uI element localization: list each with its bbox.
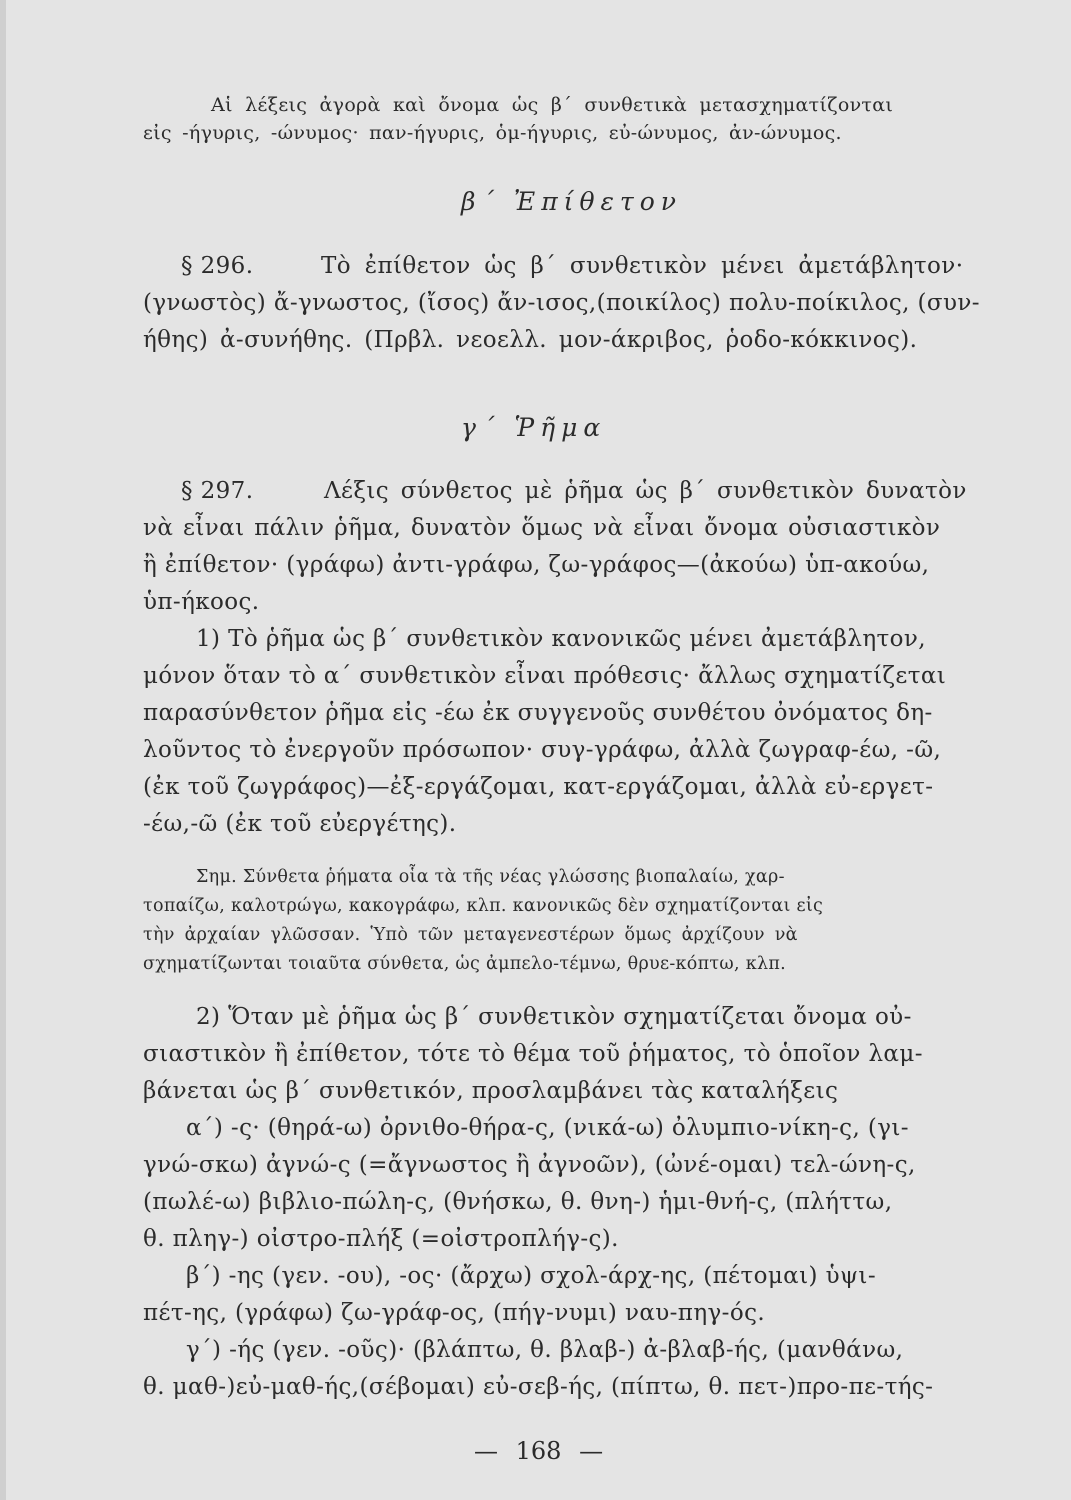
point-2-line-7: θ. πληγ-) οἰστρο-πλήξ (=οἰστροπλήγ-ς).: [143, 1226, 619, 1252]
page-number: — 168 —: [474, 1437, 604, 1465]
section-296-mark: § 296.: [181, 253, 254, 279]
point-2-line-11: θ. μαθ-)εὐ-μαθ-ής,(σέβομαι) εὐ-σεβ-ής, (πίπτω, θ. πετ-)προ-πε-τής-: [143, 1374, 934, 1400]
point-2-line-10: γ΄) -ής (γεν. -οῦς)· (βλάπτω, θ. βλαβ-) ἀ-βλαβ-ής, (μανθάνω,: [186, 1337, 904, 1363]
intro-line-1: Αἱ λέξεις ἀγορὰ καὶ ὄνομα ὡς β΄ συνθετικὰ μετασχηματίζονται: [211, 94, 894, 116]
section-296-line-2: (γνωστὸς) ἄ-γνωστος, (ἴσος) ἄν-ισος,(ποικίλος) πολυ-ποίκιλος, (συν-: [143, 290, 980, 316]
heading-epitheton: β΄ Ἐπίθετον: [461, 187, 683, 216]
section-296-line-1: Τὸ ἐπίθετον ὡς β΄ συνθετικὸν μένει ἀμετάβλητον·: [321, 253, 964, 279]
point-1-line-4: λοῦντος τὸ ἐνεργοῦν πρόσωπον· συγ-γράφω, ἀλλὰ ζωγραφ-έω, -ῶ,: [143, 737, 942, 763]
point-2-line-1: 2) Ὅταν μὲ ῥῆμα ὡς β΄ συνθετικὸν σχηματίζεται ὄνομα οὐ-: [196, 1004, 912, 1030]
point-2-line-3: βάνεται ὡς β΄ συνθετικόν, προσλαμβάνει τὰς καταλήξεις: [143, 1078, 839, 1104]
point-2-line-4: α΄) -ς· (θηρά-ω) ὀρνιθο-θήρα-ς, (νικά-ω) ὀλυμπιο-νίκη-ς, (γι-: [186, 1115, 909, 1141]
section-297-line-3: ἢ ἐπίθετον· (γράφω) ἀντι-γράφω, ζω-γράφος—(ἀκούω) ὑπ-ακούω,: [143, 552, 930, 578]
point-1-line-1: 1) Τὸ ῥῆμα ὡς β΄ συνθετικὸν κανονικῶς μένει ἀμετάβλητον,: [196, 626, 926, 652]
section-297-line-4: ὑπ-ήκοος.: [143, 589, 260, 615]
section-297-mark: § 297.: [181, 478, 254, 504]
point-2-line-5: γνώ-σκω) ἀγνώ-ς (=ἄγνωστος ἢ ἀγνοῶν), (ὠνέ-ομαι) τελ-ώνη-ς,: [143, 1152, 916, 1178]
note-line-3: τὴν ἀρχαίαν γλῶσσαν. Ὑπὸ τῶν μεταγενεστέρων ὅμως ἀρχίζουν νὰ: [143, 925, 798, 945]
section-297-line-2: νὰ εἶναι πάλιν ῥῆμα, δυνατὸν ὅμως νὰ εἶναι ὄνομα οὐσιαστικὸν: [143, 515, 941, 541]
intro-line-2: εἰς -ήγυρις, -ώνυμος· παν-ήγυρις, ὁμ-ήγυρις, εὐ-ώνυμος, ἀν-ώνυμος.: [143, 122, 842, 144]
point-1-line-3: παρασύνθετον ῥῆμα εἰς -έω ἐκ συγγενοῦς συνθέτου ὀνόματος δη-: [143, 700, 933, 726]
point-2-line-6: (πωλέ-ω) βιβλιο-πώλη-ς, (θνήσκω, θ. θνη-) ἡμι-θνή-ς, (πλήττω,: [143, 1189, 893, 1215]
note-line-1: Σημ. Σύνθετα ῥήματα οἷα τὰ τῆς νέας γλώσσης βιοπαλαίω, χαρ-: [196, 867, 785, 887]
note-line-2: τοπαίζω, καλοτρώγω, κακογράφω, κλπ. κανονικῶς δὲν σχηματίζονται εἰς: [143, 896, 824, 916]
point-1-line-2: μόνον ὅταν τὸ α΄ συνθετικὸν εἶναι πρόθεσις· ἄλλως σχηματίζεται: [143, 663, 947, 689]
point-2-line-9: πέτ-ης, (γράφω) ζω-γράφ-ος, (πήγ-νυμι) ναυ-πηγ-ός.: [143, 1300, 766, 1326]
point-2-line-2: σιαστικὸν ἢ ἐπίθετον, τότε τὸ θέμα τοῦ ῥήματος, τὸ ὁποῖον λαμ-: [143, 1041, 923, 1067]
section-297-line-1: Λέξις σύνθετος μὲ ῥῆμα ὡς β΄ συνθετικὸν δυνατὸν: [324, 478, 967, 504]
point-1-line-6: -έω,-ῶ (ἐκ τοῦ εὐεργέτης).: [143, 811, 457, 837]
note-line-4: σχηματίζωνται τοιαῦτα σύνθετα, ὡς ἀμπελο-τέμνω, θρυε-κόπτω, κλπ.: [143, 954, 787, 974]
heading-rima: γ΄ Ῥῆμα: [461, 413, 607, 442]
point-2-line-8: β΄) -ης (γεν. -ου), -ος· (ἄρχω) σχολ-άρχ-ης, (πέτομαι) ὑψι-: [186, 1263, 877, 1289]
point-1-line-5: (ἐκ τοῦ ζωγράφος)—ἐξ-εργάζομαι, κατ-εργάζομαι, ἀλλὰ εὐ-εργετ-: [143, 774, 934, 800]
section-296-line-3: ήθης) ἀ-συνήθης. (Πρβλ. νεοελλ. μον-άκριβος, ῥοδο-κόκκινος).: [143, 327, 918, 353]
